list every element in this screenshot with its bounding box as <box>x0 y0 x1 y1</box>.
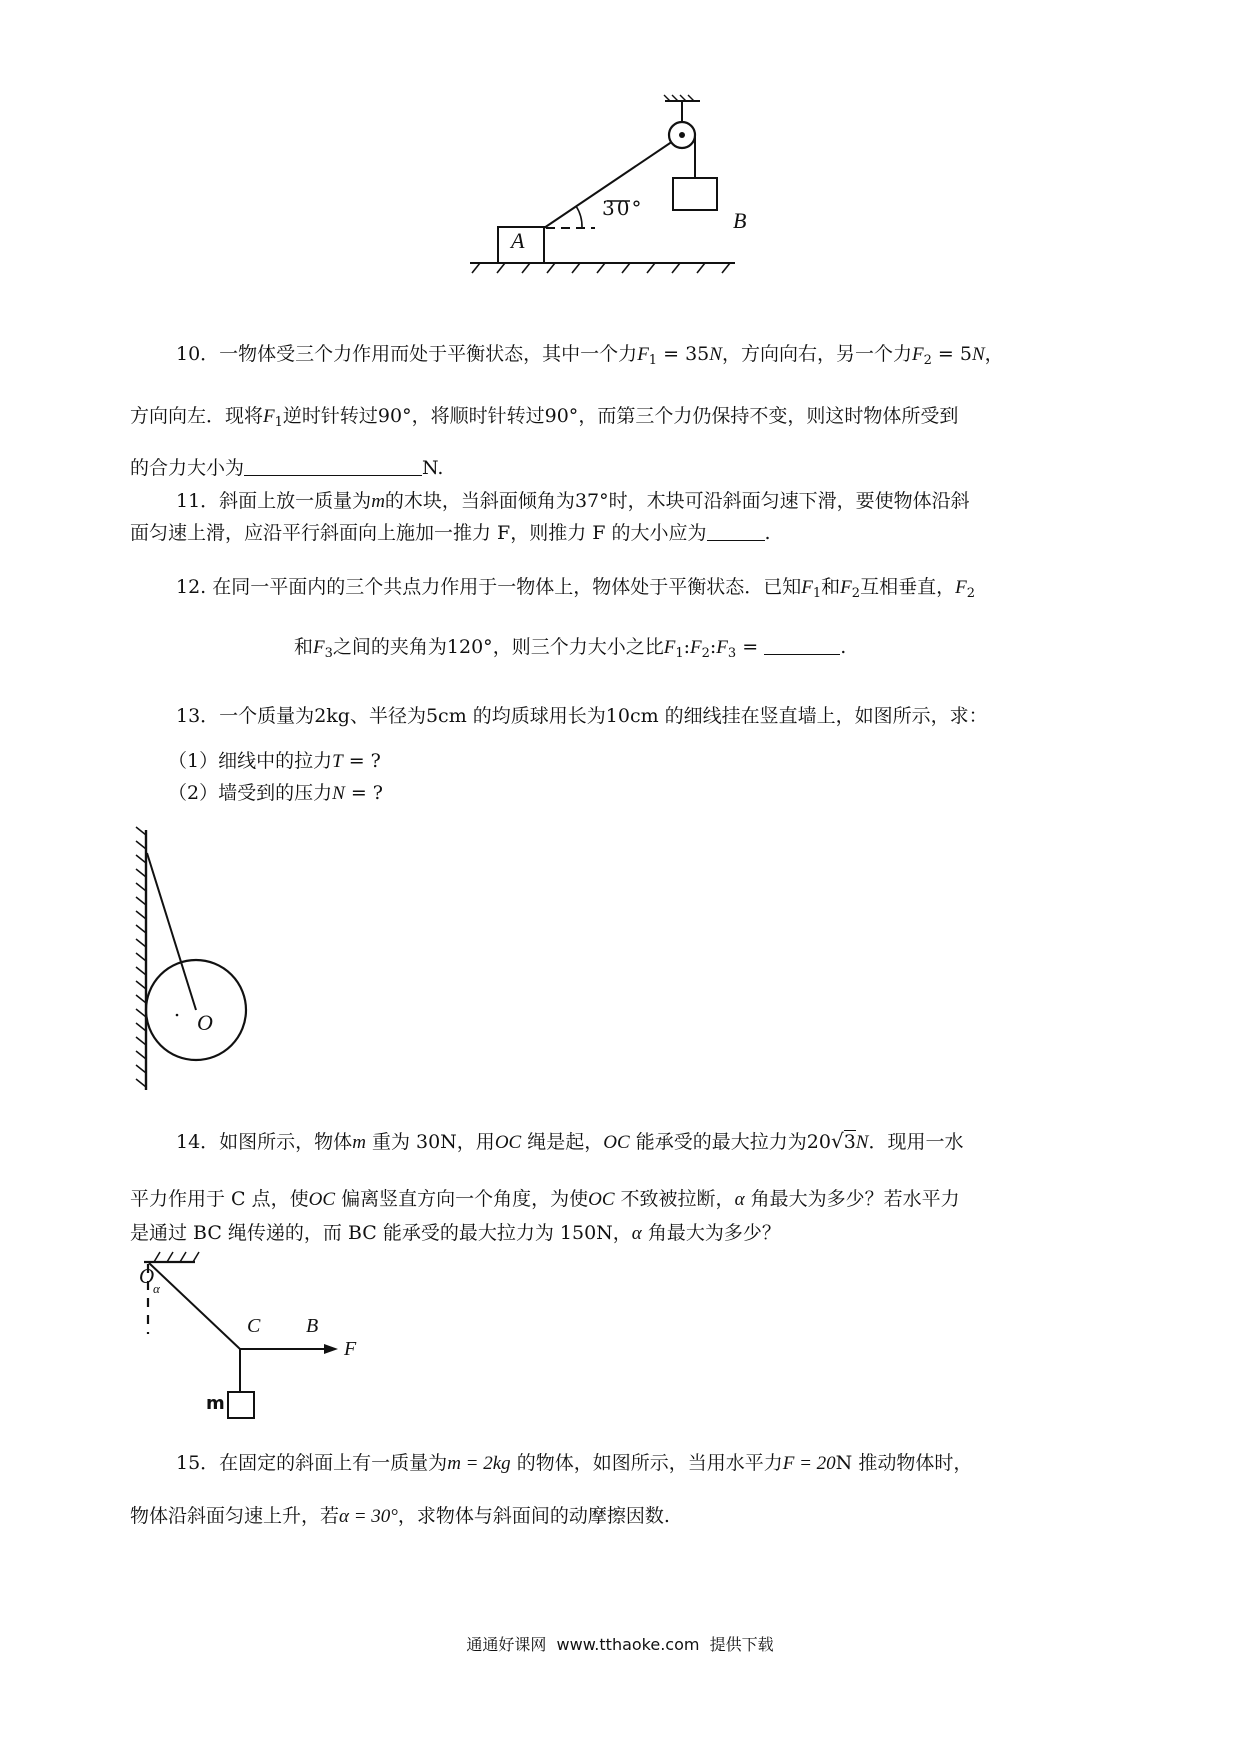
q13-part-1: （1）细线中的拉力T = ? <box>168 750 381 772</box>
q10-line-3: 的合力大小为 N. <box>130 457 444 479</box>
answer-blank <box>764 634 840 655</box>
q14-line-3: 是通过 BC 绳传递的，而 BC 能承受的最大拉力为 150N，α 角最大为多少？ <box>130 1222 781 1244</box>
point-b-label: B <box>306 1315 319 1337</box>
block-a-label: A <box>511 228 525 253</box>
q12-line-1: 12. 在同一平面内的三个共点力作用于一物体上，物体处于平衡状态．已知$F_1$和$F_2$互相垂直，$F_2$ <box>176 576 975 601</box>
answer-blank <box>244 455 422 476</box>
q13-part-2: （2）墙受到的压力N = ? <box>168 782 383 804</box>
q15-line-2: 物体沿斜面匀速上升，若α = 30°，求物体与斜面间的动摩擦因数. <box>130 1505 670 1527</box>
block-b <box>673 178 717 210</box>
angle-label: 30° <box>602 196 644 220</box>
alpha-label: α <box>153 1281 160 1296</box>
force-f-label: F <box>344 1338 357 1360</box>
point-c-label: C <box>247 1315 261 1337</box>
q11-line-2: 面匀速上滑，应沿平行斜面向上施加一推力 F，则推力 F 的大小应为 . <box>130 522 771 544</box>
page-footer: 通通好课网 www.tthaoke.com 提供下载 <box>466 1635 774 1654</box>
mass-block <box>228 1392 254 1418</box>
q13-line-1: 13．一个质量为2kg、半径为5cm 的均质球用长为10cm 的细线挂在竖直墙上，如图所示，求： <box>176 705 988 727</box>
block-b-label: B <box>733 208 747 233</box>
q14-line-2: 平力作用于 C 点，使OC 偏离竖直方向一个角度，为使OC 不致被拉断，α 角最大为多少？若水平力 <box>130 1188 960 1210</box>
ball-center-label: O <box>197 1010 213 1035</box>
q11-line-1: 11．斜面上放一质量为m的木块，当斜面倾角为37°时，木块可沿斜面匀速下滑，要使物体沿斜 <box>176 490 970 512</box>
mass-label: m <box>206 1393 225 1414</box>
q14-line-1: 14．如图所示，物体m 重为 30N，用OC 绳是起，OC 能承受的最大拉力为20√3N．现用一水 <box>176 1129 964 1153</box>
answer-blank <box>707 520 765 541</box>
q12-line-2: 和$F_3$之间的夹角为120°，则三个力大小之比$F_1:F_2:F_3$ = . <box>294 636 847 661</box>
q10-line-2: 方向向左．现将$F_1$逆时针转过90°，将顺时针转过90°，而第三个力仍保持不变，则这时物体所受到 <box>130 405 959 430</box>
point-o-label: O <box>139 1264 155 1288</box>
q10-line-1: 10．一物体受三个力作用而处于平衡状态，其中一个力$F_1 = 35N$，方向向右，另一个力$F_2 = 5N$， <box>176 343 1004 368</box>
rope-force-figure <box>130 1252 380 1427</box>
q15-line-1: 15．在固定的斜面上有一质量为m = 2kg 的物体，如图所示，当用水平力F = 20N 推动物体时， <box>176 1452 973 1474</box>
ball-wall-figure <box>128 825 258 1095</box>
